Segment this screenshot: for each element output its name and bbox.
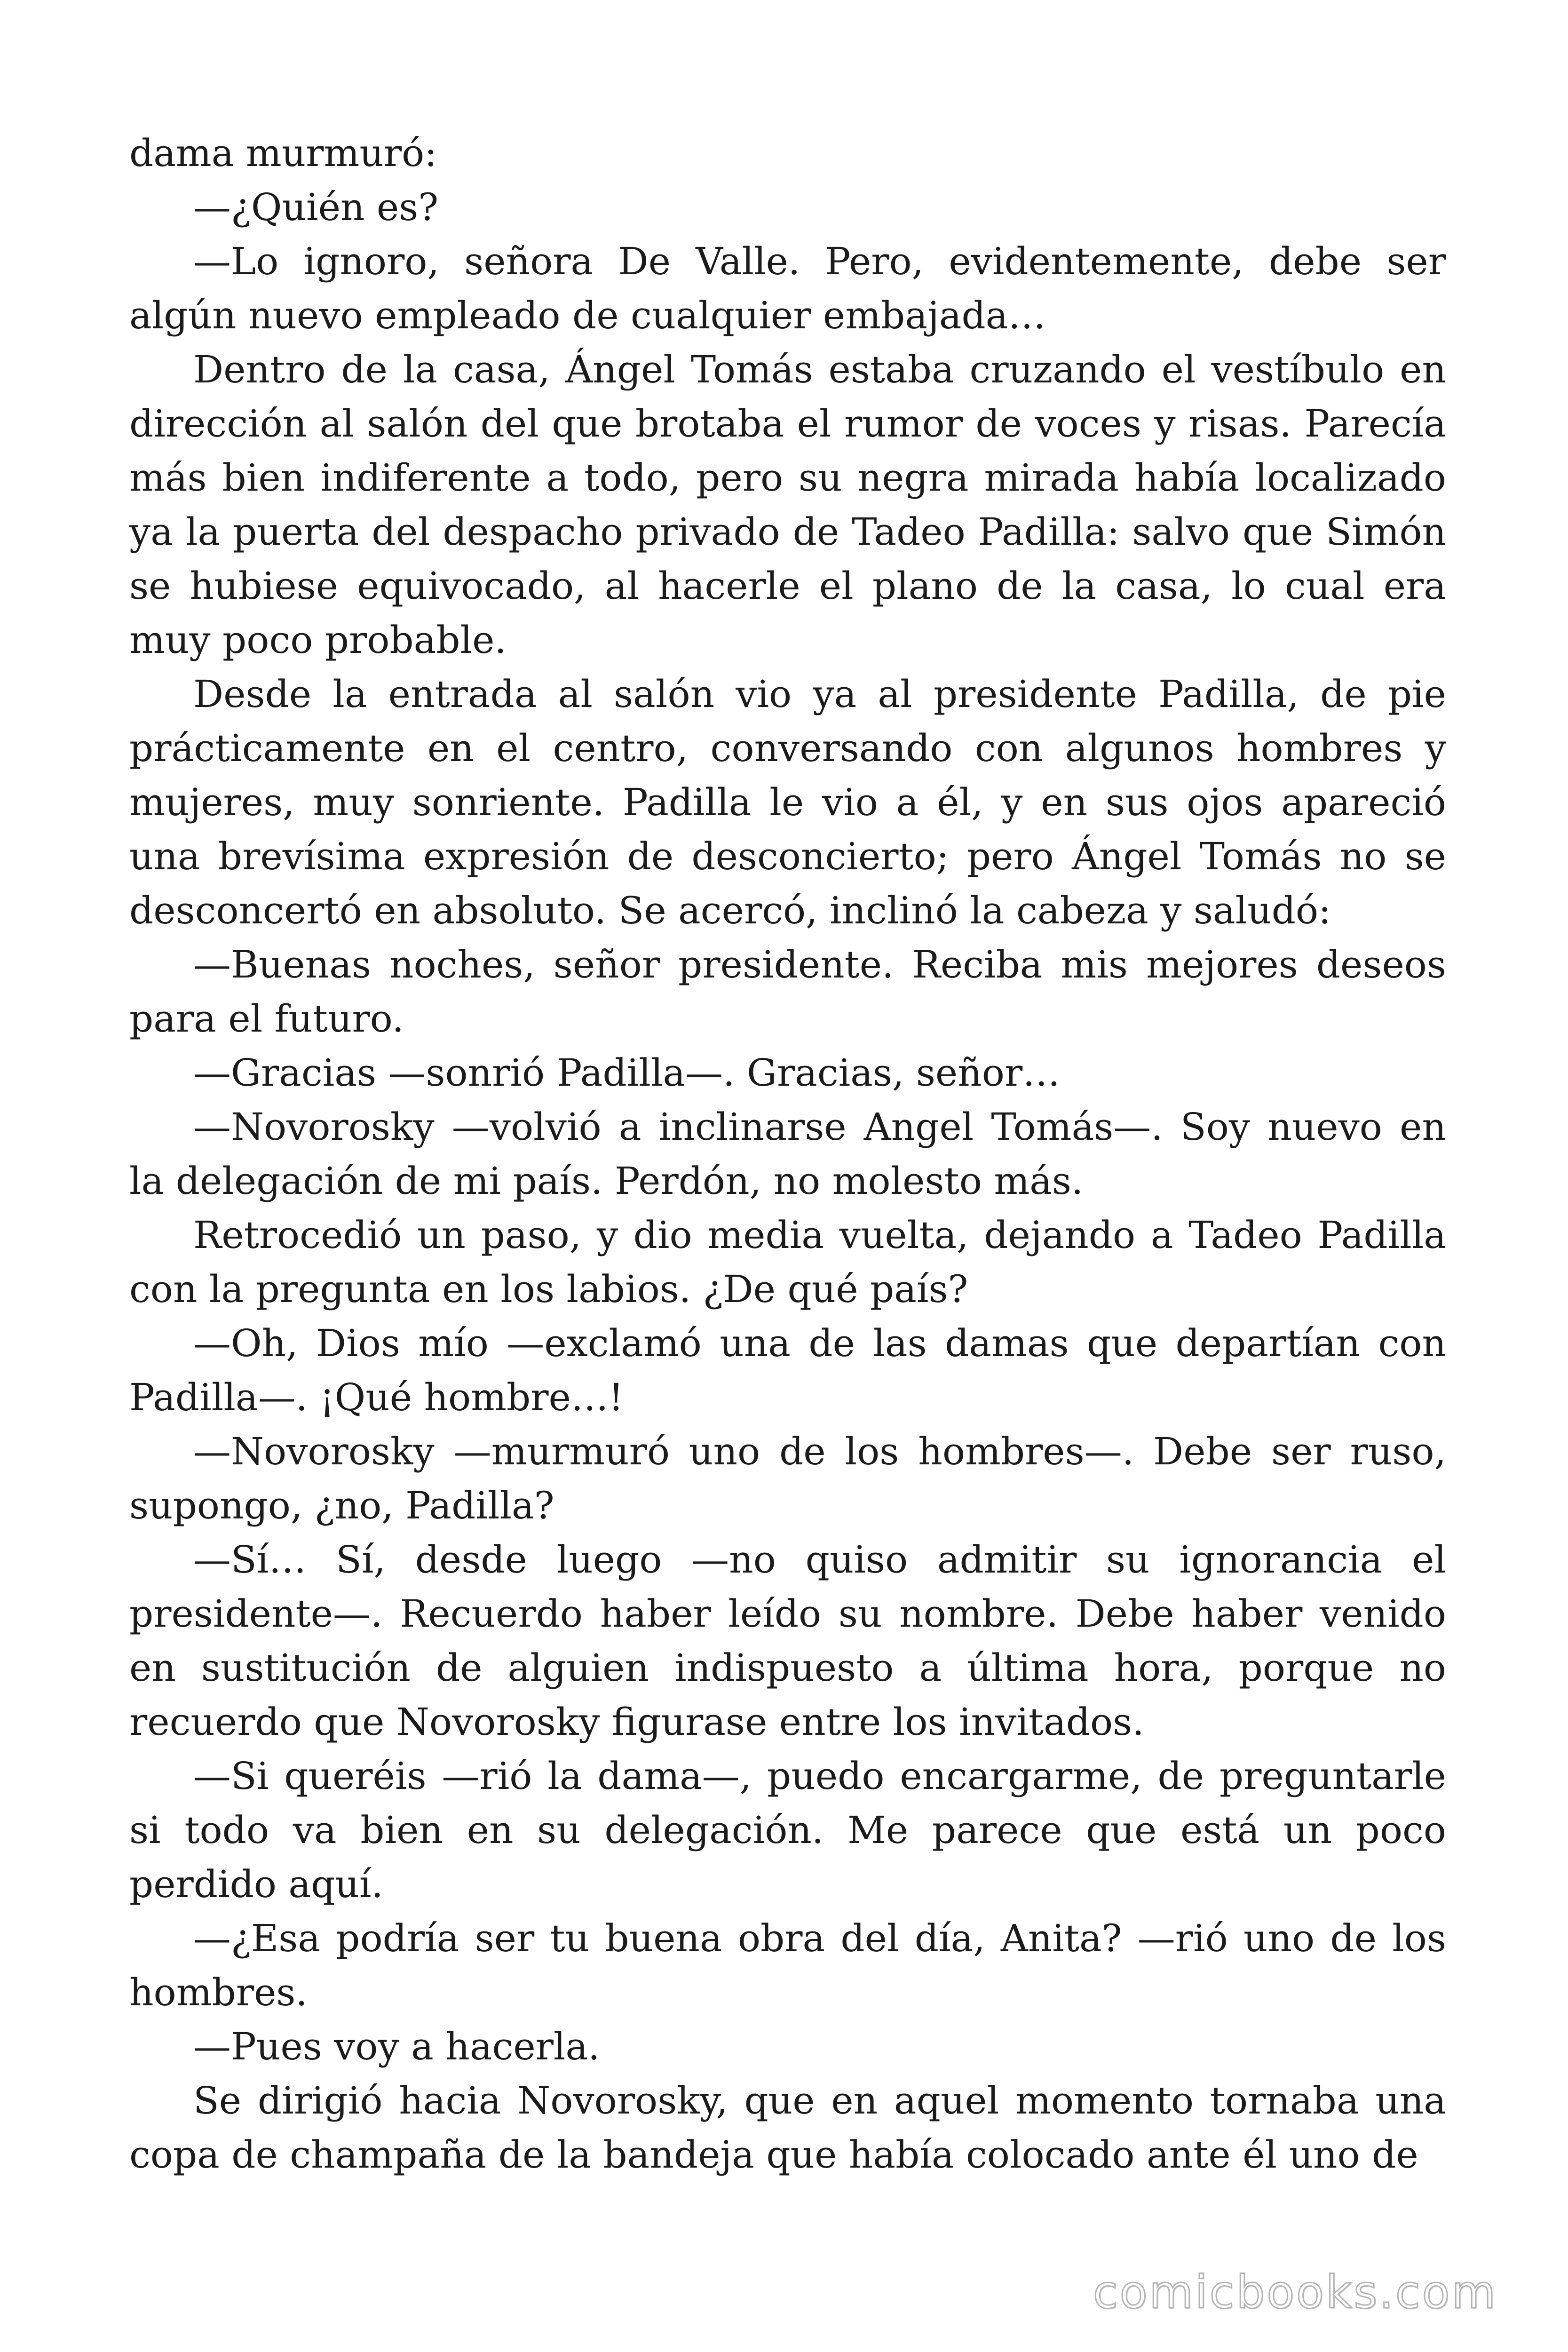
paragraph: Retrocedió un paso, y dio media vuelta, dejando a Tadeo Padilla con la pregunta en los labios. ¿De qué país? (129, 1213, 1446, 1311)
paragraph: dama murmuró: (129, 131, 437, 175)
paragraph: —Sí… Sí, desde luego —no quiso admitir su ignorancia el presidente—. Recuerdo haber leído su nombre. Debe haber venido en sustitución de alguien indispuesto a última hora, porque no recuerdo que Novorosky figurase entre los invitados. (129, 1538, 1446, 1744)
paragraph: Dentro de la casa, Ángel Tomás estaba cruzando el vestíbulo en dirección al salón del que brotaba el rumor de voces y risas. Parecía más bien indiferente a todo, pero su negra mirada había localizado ya la puerta del despacho privado de Tadeo Padilla: salvo que Simón se hubiese equivocado, al hacerle el plano de la casa, lo cual era muy poco probable. (129, 348, 1446, 662)
paragraph: —Gracias —sonrió Padilla—. Gracias, señor… (193, 1051, 1061, 1095)
paragraph: —Pues voy a hacerla. (193, 2025, 600, 2068)
paragraph: —Novorosky —murmuró uno de los hombres—. Debe ser ruso, supongo, ¿no, Padilla? (129, 1430, 1446, 1527)
paragraph: —¿Quién es? (193, 185, 439, 229)
paragraph: Desde la entrada al salón vio ya al presidente Padilla, de pie prácticamente en el centro, conversando con algunos hombres y mujeres, muy sonriente. Padilla le vio a él, y en sus ojos apareció una brevísima expresión de desconcierto; pero Ángel Tomás no se desconcertó en absoluto. Se acercó, inclinó la cabeza y saludó: (129, 672, 1446, 932)
watermark: comicbooks.com (1093, 2266, 1497, 2319)
paragraph: —Buenas noches, señor presidente. Reciba mis mejores deseos para el futuro. (129, 943, 1446, 1041)
paragraph: —Si queréis —rió la dama—, puedo encargarme, de preguntarle si todo va bien en su delegación. Me parece que está un poco perdido aquí. (129, 1754, 1446, 1906)
paragraph: —Novorosky —volvió a inclinarse Angel Tomás—. Soy nuevo en la delegación de mi país. Perdón, no molesto más. (129, 1105, 1446, 1203)
paragraph: Se dirigió hacia Novorosky, que en aquel momento tornaba una copa de champaña de la bandeja que había colocado ante él uno de (129, 2079, 1446, 2177)
paragraph: —Oh, Dios mío —exclamó una de las damas que departían con Padilla—. ¡Qué hombre…! (129, 1321, 1446, 1419)
paragraph: —Lo ignoro, señora De Valle. Pero, evidentemente, debe ser algún nuevo empleado de cualquier embajada… (129, 239, 1446, 337)
book-page-text (129, 126, 1446, 2182)
paragraph: —¿Esa podría ser tu buena obra del día, Anita? —rió uno de los hombres. (129, 1916, 1446, 2014)
